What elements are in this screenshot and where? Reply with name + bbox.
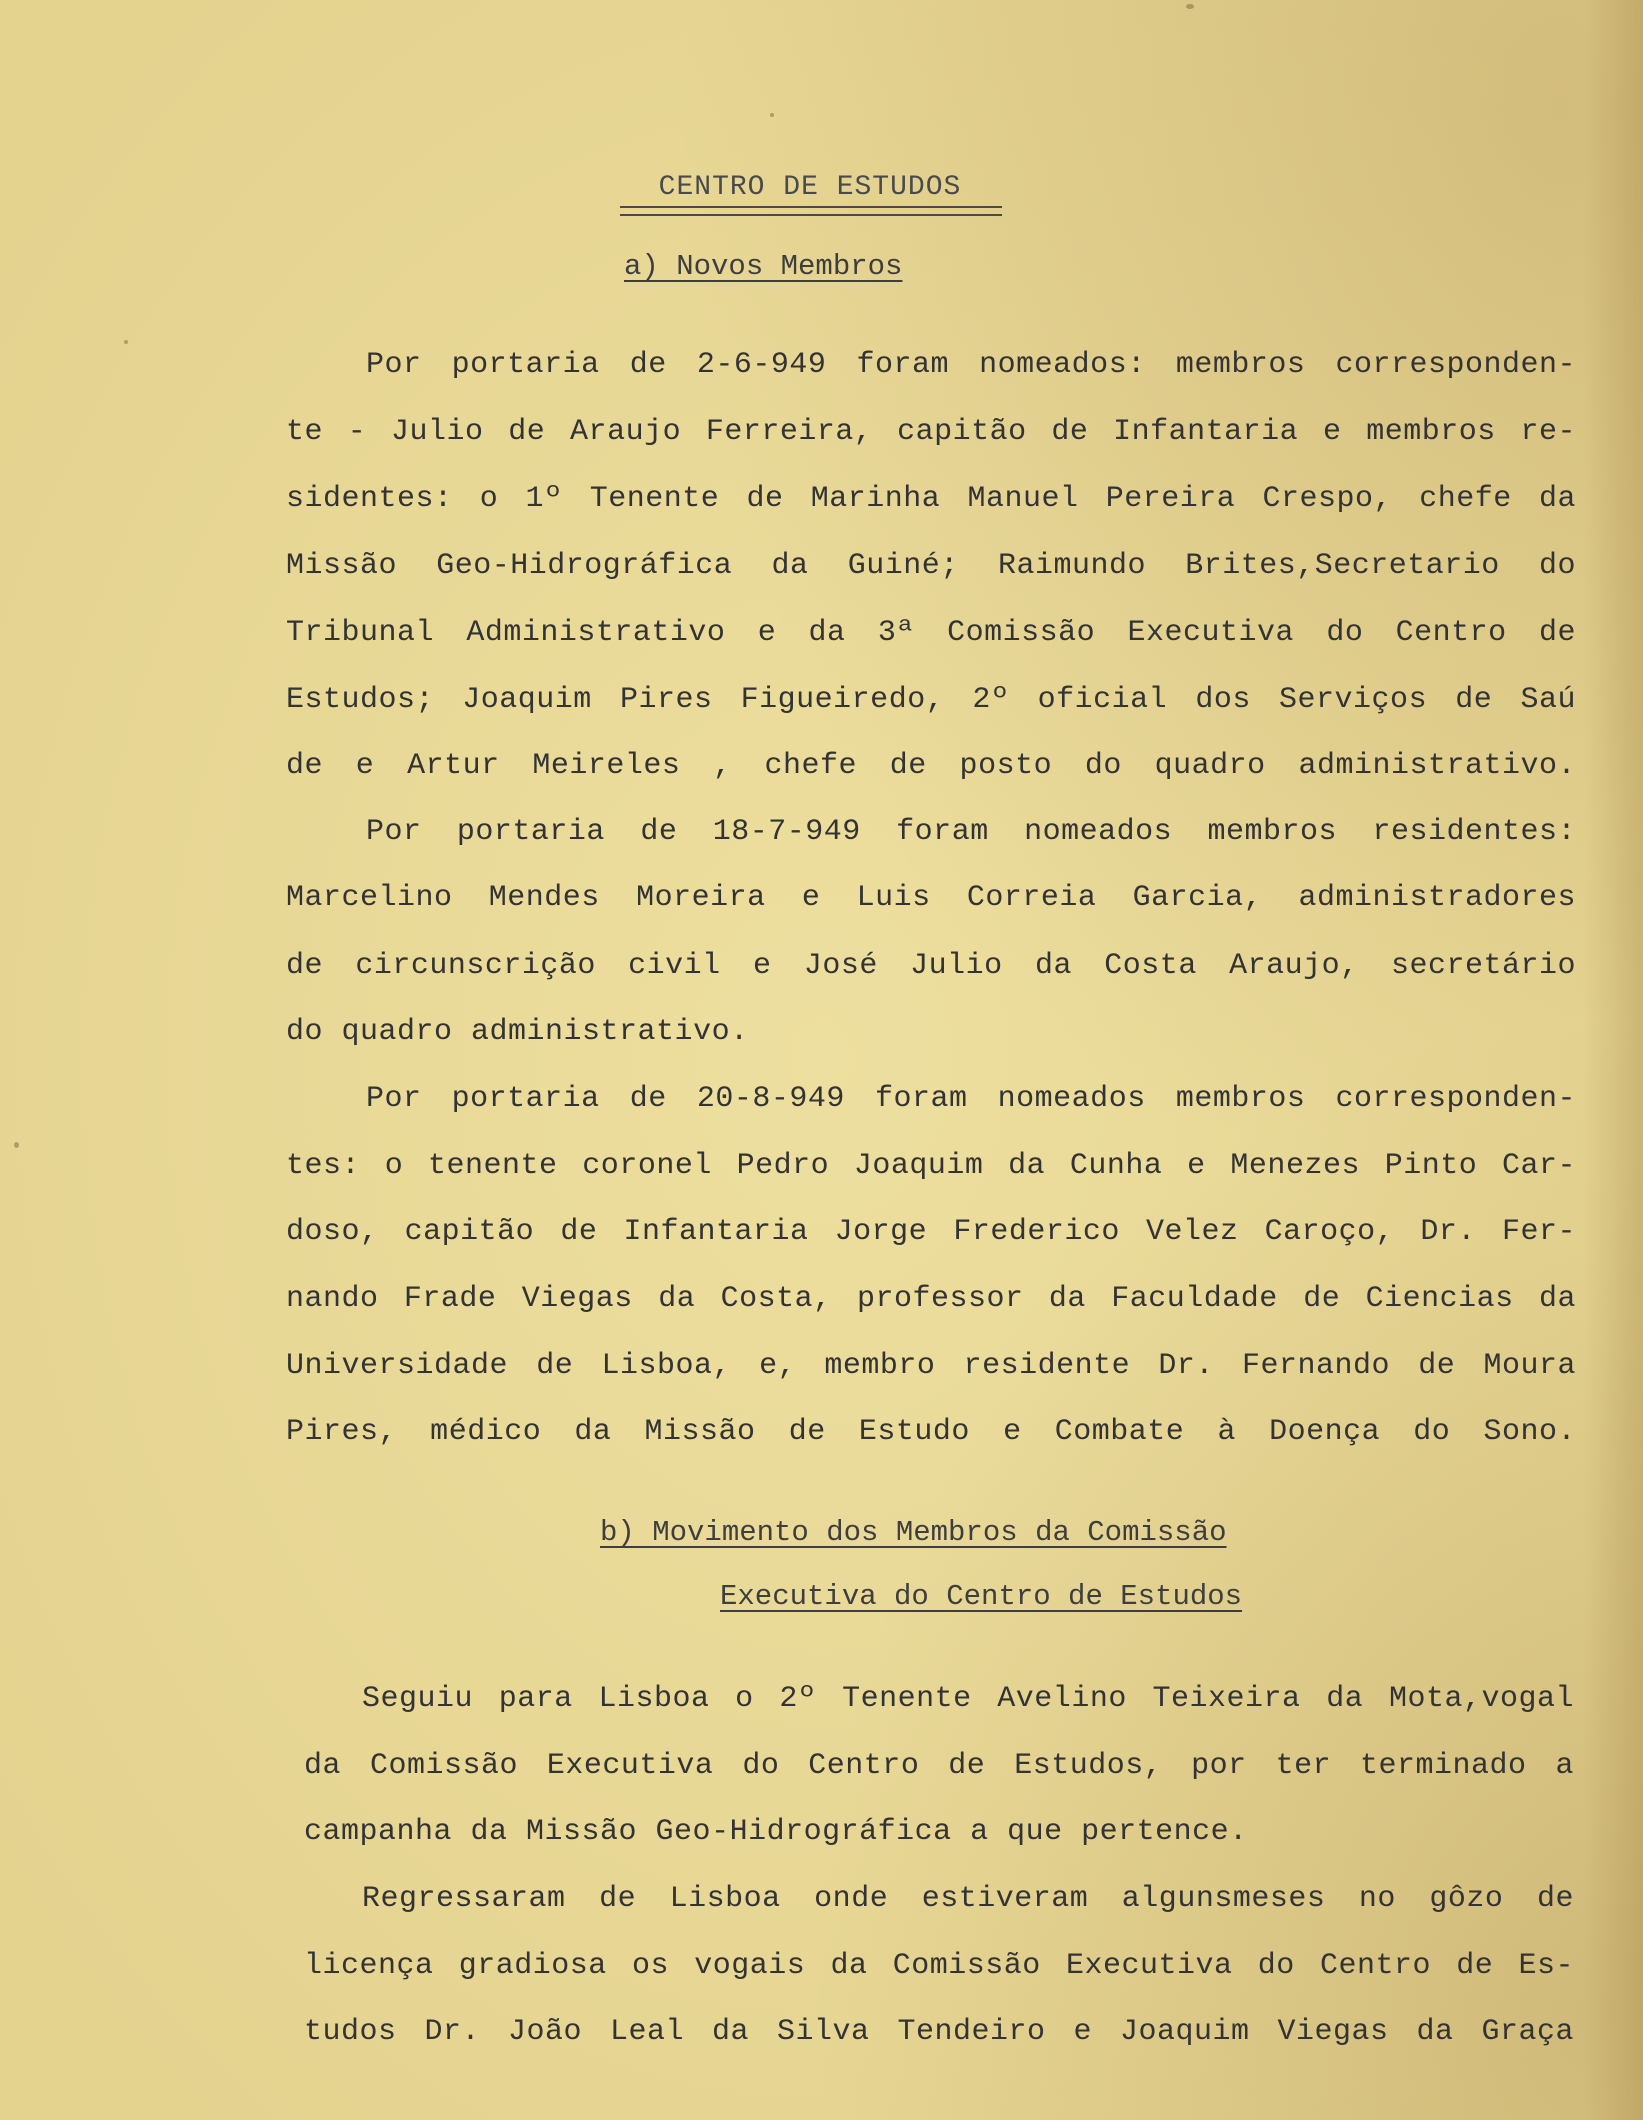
text-line: de e Artur Meireles , chefe de posto do quadro administrativo. xyxy=(286,749,1576,783)
paper-spot xyxy=(14,1142,19,1148)
paper-spot xyxy=(1186,4,1194,9)
text-line: campanha da Missão Geo-Hidrográfica a que pertence. xyxy=(304,1815,1248,1849)
heading-underline-second xyxy=(620,214,1002,216)
text-line: nando Frade Viegas da Costa, professor da Faculdade de Ciencias da xyxy=(286,1282,1576,1316)
section-a-title: a) Novos Membros xyxy=(624,250,903,283)
text-line: Missão Geo-Hidrográfica da Guiné; Raimundo Brites,Secretario do xyxy=(286,549,1576,583)
text-line: Por portaria de 18-7-949 foram nomeados membros residentes: xyxy=(366,815,1576,849)
section-b-heading xyxy=(600,1516,1227,1549)
text-line: Marcelino Mendes Moreira e Luis Correia Garcia, administradores xyxy=(286,881,1576,915)
text-line: Tribunal Administrativo e da 3ª Comissão Executiva do Centro de xyxy=(286,616,1576,650)
text-line: Regressaram de Lisboa onde estiveram algunsmeses no gôzo de xyxy=(362,1882,1574,1916)
text-line: doso, capitão de Infantaria Jorge Frederico Velez Caroço, Dr. Fer- xyxy=(286,1215,1576,1249)
paper-spot xyxy=(770,113,774,117)
text-line: Seguiu para Lisboa o 2º Tenente Avelino Teixeira da Mota,vogal xyxy=(362,1682,1574,1716)
text-line: licença gradiosa os vogais da Comissão Executiva do Centro de Es- xyxy=(304,1949,1574,1983)
text-line: do quadro administrativo. xyxy=(286,1015,749,1049)
text-line: Por portaria de 20-8-949 foram nomeados membros corresponden- xyxy=(366,1082,1576,1116)
text-line: sidentes: o 1º Tenente de Marinha Manuel Pereira Crespo, chefe da xyxy=(286,482,1576,516)
text-line: Pires, médico da Missão de Estudo e Combate à Doença do Sono. xyxy=(286,1415,1576,1449)
text-line: da Comissão Executiva do Centro de Estudos, por ter terminado a xyxy=(304,1749,1574,1783)
text-line: de circunscrição civil e José Julio da Costa Araujo, secretário xyxy=(286,949,1576,983)
section-b-heading-cont xyxy=(720,1580,1242,1613)
page-heading: CENTRO DE ESTUDOS xyxy=(658,172,962,203)
paper-edge-shading xyxy=(1583,0,1643,2120)
text-line: Estudos; Joaquim Pires Figueiredo, 2º oficial dos Serviços de Saú xyxy=(286,683,1576,717)
text-line: Universidade de Lisboa, e, membro residente Dr. Fernando de Moura xyxy=(286,1349,1576,1383)
section-a-heading xyxy=(624,250,902,283)
text-line: te - Julio de Araujo Ferreira, capitão de Infantaria e membros re- xyxy=(286,415,1576,449)
text-line: tudos Dr. João Leal da Silva Tendeiro e Joaquim Viegas da Graça xyxy=(304,2015,1574,2049)
heading-underline xyxy=(620,206,1002,208)
paper-spot xyxy=(124,340,128,344)
text-line: Por portaria de 2-6-949 foram nomeados: membros corresponden- xyxy=(366,348,1576,382)
text-line: tes: o tenente coronel Pedro Joaquim da Cunha e Menezes Pinto Car- xyxy=(286,1149,1576,1183)
section-b-title-line2: Executiva do Centro de Estudos xyxy=(720,1580,1243,1613)
section-b-title-line1: b) Movimento dos Membros da Comissão xyxy=(600,1516,1227,1549)
